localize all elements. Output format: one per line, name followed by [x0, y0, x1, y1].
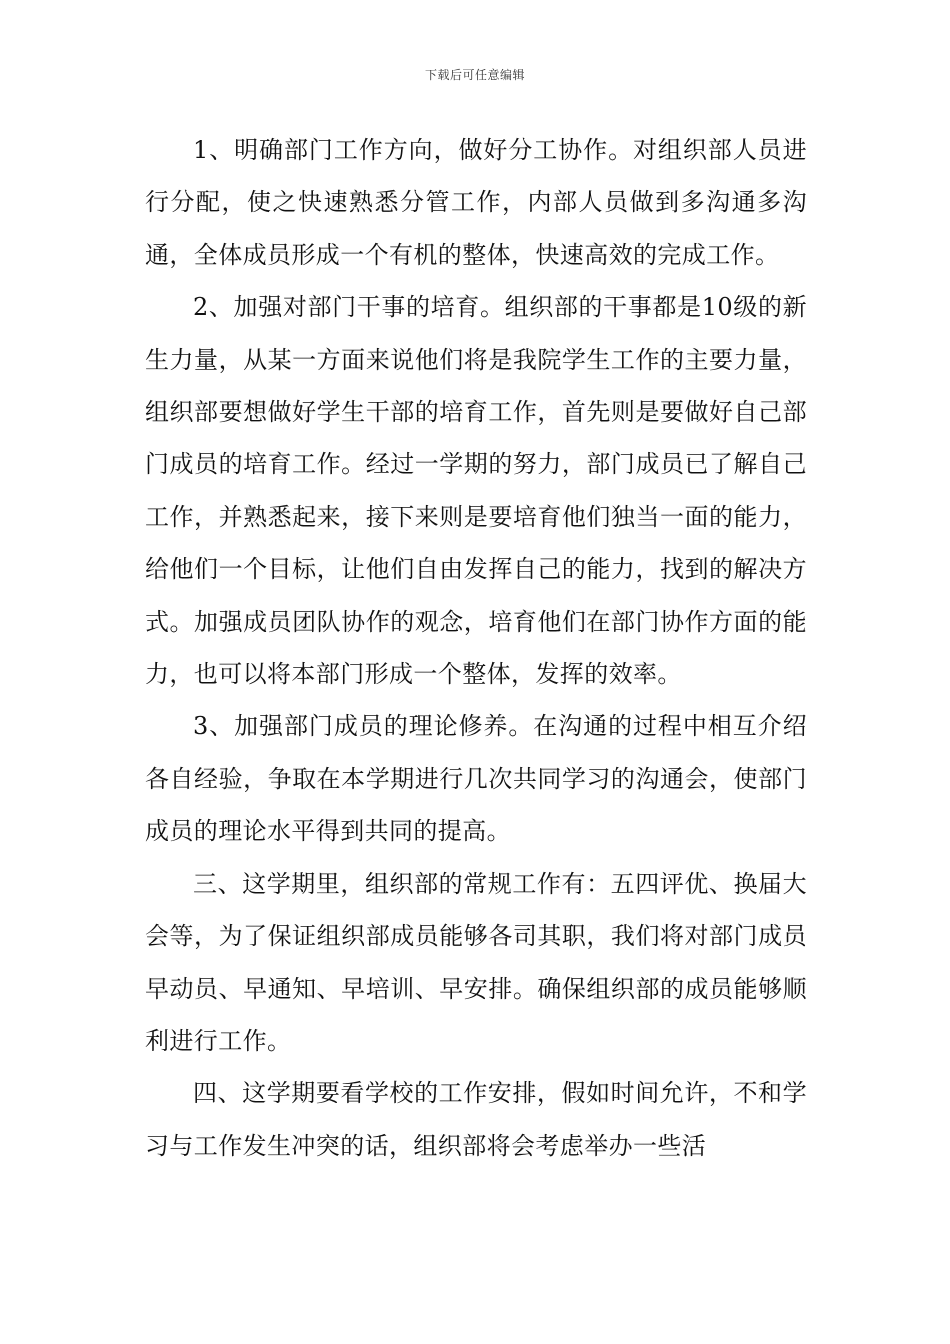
page-header: 下载后可任意编辑: [424, 68, 525, 82]
paragraph-section-3: 三、这学期里，组织部的常规工作有：五四评优、换届大会等，为了保证组织部成员能够各司其职，我们将对部门成员早动员、早通知、早培训、早安排。确保组织部的成员能够顺利进行工作。: [145, 869, 807, 1055]
paragraph-item-3: 3、加强部门成员的理论修养。在沟通的过程中相互介绍各自经验，争取在本学期进行几次共同学习的沟通会，使部门成员的理论水平得到共同的提高。: [145, 712, 807, 846]
paragraph-item-1: 1、明确部门工作方向，做好分工协作。对组织部人员进行分配，使之快速熟悉分管工作，内部人员做到多沟通多沟通，全体成员形成一个有机的整体，快速高效的完成工作。: [145, 136, 807, 269]
paragraph-section-4: 四、这学期要看学校的工作安排，假如时间允许，不和学习与工作发生冲突的话，组织部将会考虑举办一些活: [145, 1079, 807, 1160]
document-body: [145, 124, 807, 1172]
paragraph-item-2: 2、加强对部门干事的培育。组织部的干事都是10级的新生力量，从某一方面来说他们将是我院学生工作的主要力量，组织部要想做好学生干部的培育工作，首先则是要做好自己部门成员的培育工作。经过一学期的努力，部门成员已了解自己工作，并熟悉起来，接下来则是要培育他们独当一面的能力，给他们一个目标，让他们自由发挥自己的能力，找到的解决方式。加强成员团队协作的观念，培育他们在部门协作方面的能力，也可以将本部门形成一个整体，发挥的效率。: [145, 293, 807, 689]
